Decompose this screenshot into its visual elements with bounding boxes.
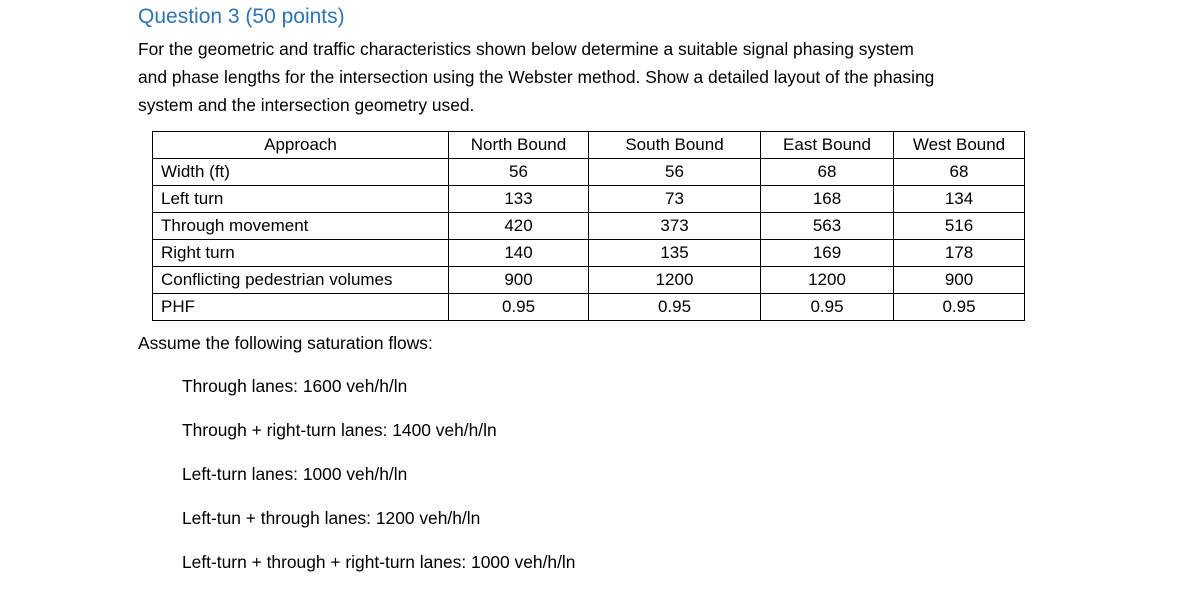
table-cell: 56 [449, 159, 589, 186]
table-header-row [153, 132, 1025, 159]
table-cell: 68 [761, 159, 894, 186]
row-label: Conflicting pedestrian volumes [153, 267, 449, 294]
table-cell: 900 [894, 267, 1025, 294]
table-cell: 169 [761, 240, 894, 267]
table-cell: 0.95 [449, 294, 589, 321]
table-row [153, 267, 1025, 294]
table-cell: 68 [894, 159, 1025, 186]
row-label: Left turn [153, 186, 449, 213]
row-label: PHF [153, 294, 449, 321]
column-header-south-bound: South Bound [589, 132, 761, 159]
table-cell: 516 [894, 213, 1025, 240]
table-row [153, 240, 1025, 267]
table-cell: 1200 [761, 267, 894, 294]
table-cell: 900 [449, 267, 589, 294]
table-cell: 563 [761, 213, 894, 240]
saturation-flow-list [182, 376, 575, 596]
row-label: Width (ft) [153, 159, 449, 186]
question-heading: Question 3 (50 points) [138, 5, 345, 28]
table-cell: 0.95 [761, 294, 894, 321]
table-cell: 168 [761, 186, 894, 213]
saturation-flow-item: Left-turn lanes: 1000 veh/h/ln [182, 464, 408, 484]
traffic-data-table [152, 131, 1025, 321]
prompt-line: For the geometric and traffic characteristics shown below determine a suitable signal phasing system [138, 39, 914, 59]
table-cell: 140 [449, 240, 589, 267]
table-cell: 0.95 [589, 294, 761, 321]
table-row [153, 294, 1025, 321]
table-cell: 178 [894, 240, 1025, 267]
saturation-flow-item: Left-tun + through lanes: 1200 veh/h/ln [182, 508, 481, 528]
saturation-flow-item: Through lanes: 1600 veh/h/ln [182, 376, 408, 396]
table-cell: 134 [894, 186, 1025, 213]
assumptions-intro: Assume the following saturation flows: [138, 333, 433, 353]
table-row [153, 159, 1025, 186]
table-cell: 1200 [589, 267, 761, 294]
column-header-north-bound: North Bound [449, 132, 589, 159]
saturation-flow-item: Through + right-turn lanes: 1400 veh/h/ln [182, 420, 497, 440]
row-label: Right turn [153, 240, 449, 267]
saturation-flow-item: Left-turn + through + right-turn lanes: 1000 veh/h/ln [182, 552, 576, 572]
table-cell: 73 [589, 186, 761, 213]
table-row [153, 186, 1025, 213]
table-cell: 420 [449, 213, 589, 240]
column-header-west-bound: West Bound [894, 132, 1025, 159]
table-cell: 133 [449, 186, 589, 213]
table-cell: 135 [589, 240, 761, 267]
prompt-line: system and the intersection geometry used. [138, 95, 475, 115]
table-cell: 373 [589, 213, 761, 240]
column-header-east-bound: East Bound [761, 132, 894, 159]
table-cell: 56 [589, 159, 761, 186]
question-prompt [138, 35, 1058, 119]
column-header-approach: Approach [153, 132, 449, 159]
table-cell: 0.95 [894, 294, 1025, 321]
prompt-line: and phase lengths for the intersection using the Webster method. Show a detailed layout of the phasing [138, 67, 935, 87]
row-label: Through movement [153, 213, 449, 240]
table-row [153, 213, 1025, 240]
